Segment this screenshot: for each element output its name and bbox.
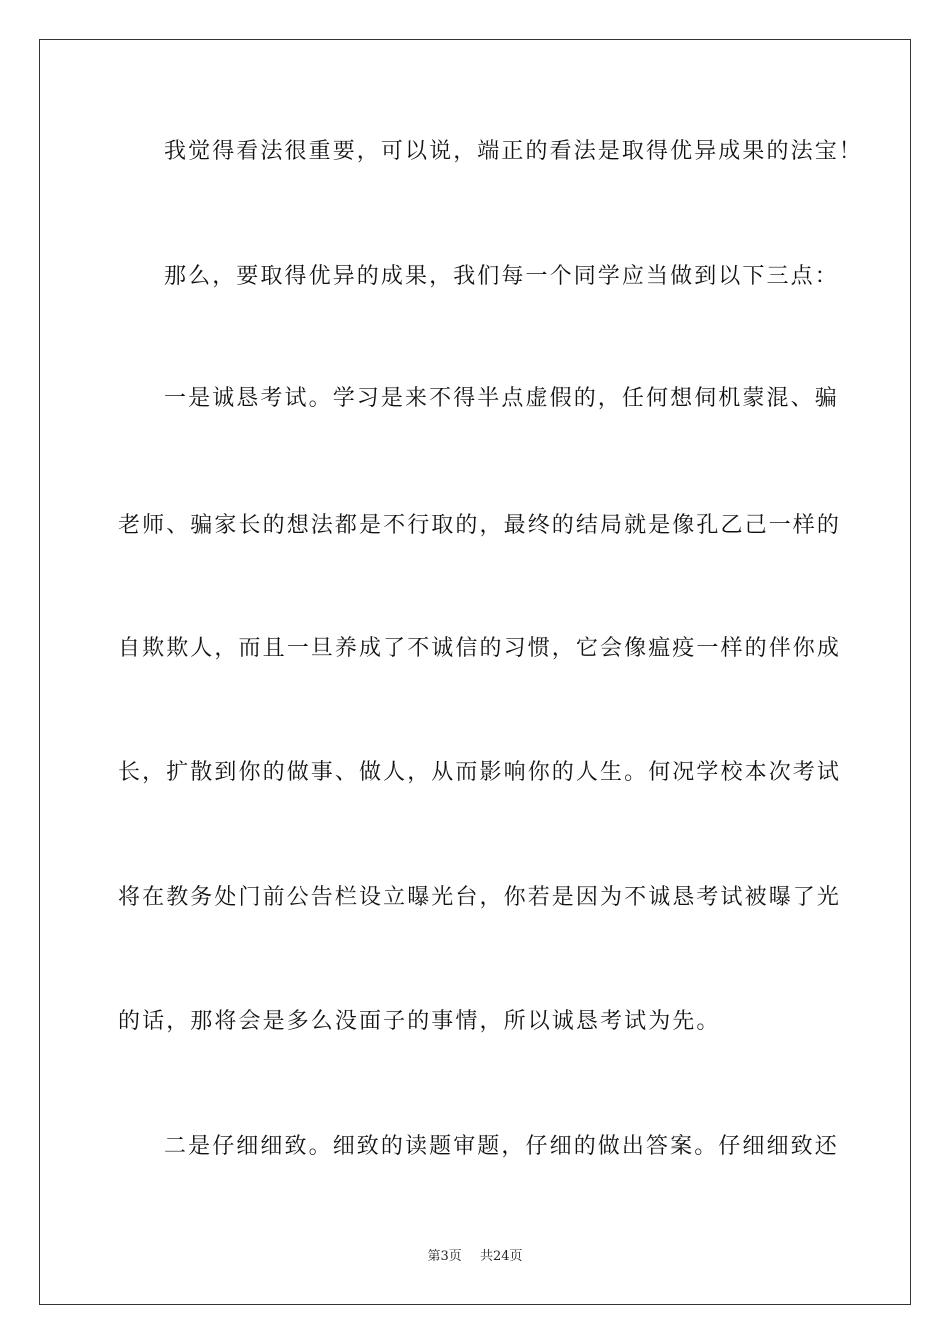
paragraph-line: 那么，要取得优异的成果，我们每一个同学应当做到以下三点： bbox=[164, 264, 839, 289]
paragraph-line: 我觉得看法很重要，可以说，端正的看法是取得优异成果的法宝！ bbox=[164, 139, 863, 164]
paragraph-line: 将在教务处门前公告栏设立曝光台，你若是因为不诚恳考试被曝了光 bbox=[118, 885, 842, 910]
paragraph-line: 长，扩散到你的做事、做人，从而影响你的人生。何况学校本次考试 bbox=[118, 760, 842, 785]
paragraph-line: 自欺欺人，而且一旦养成了不诚信的习惯，它会像瘟疫一样的伴你成 bbox=[118, 636, 842, 661]
paragraph-line: 一是诚恳考试。学习是来不得半点虚假的，任何想伺机蒙混、骗 bbox=[164, 386, 839, 411]
page-footer bbox=[0, 1248, 950, 1266]
paragraph-line: 的话，那将会是多么没面子的事情，所以诚恳考试为先。 bbox=[118, 1009, 721, 1034]
page-total: 共24页 bbox=[479, 1249, 523, 1264]
paragraph-line: 老师、骗家长的想法都是不行取的，最终的结局就是像孔乙己一样的 bbox=[118, 513, 842, 538]
paragraph-line: 二是仔细细致。细致的读题审题，仔细的做出答案。仔细细致还 bbox=[164, 1134, 839, 1159]
page-number: 第3页 bbox=[427, 1249, 462, 1264]
page-border bbox=[39, 39, 911, 1305]
